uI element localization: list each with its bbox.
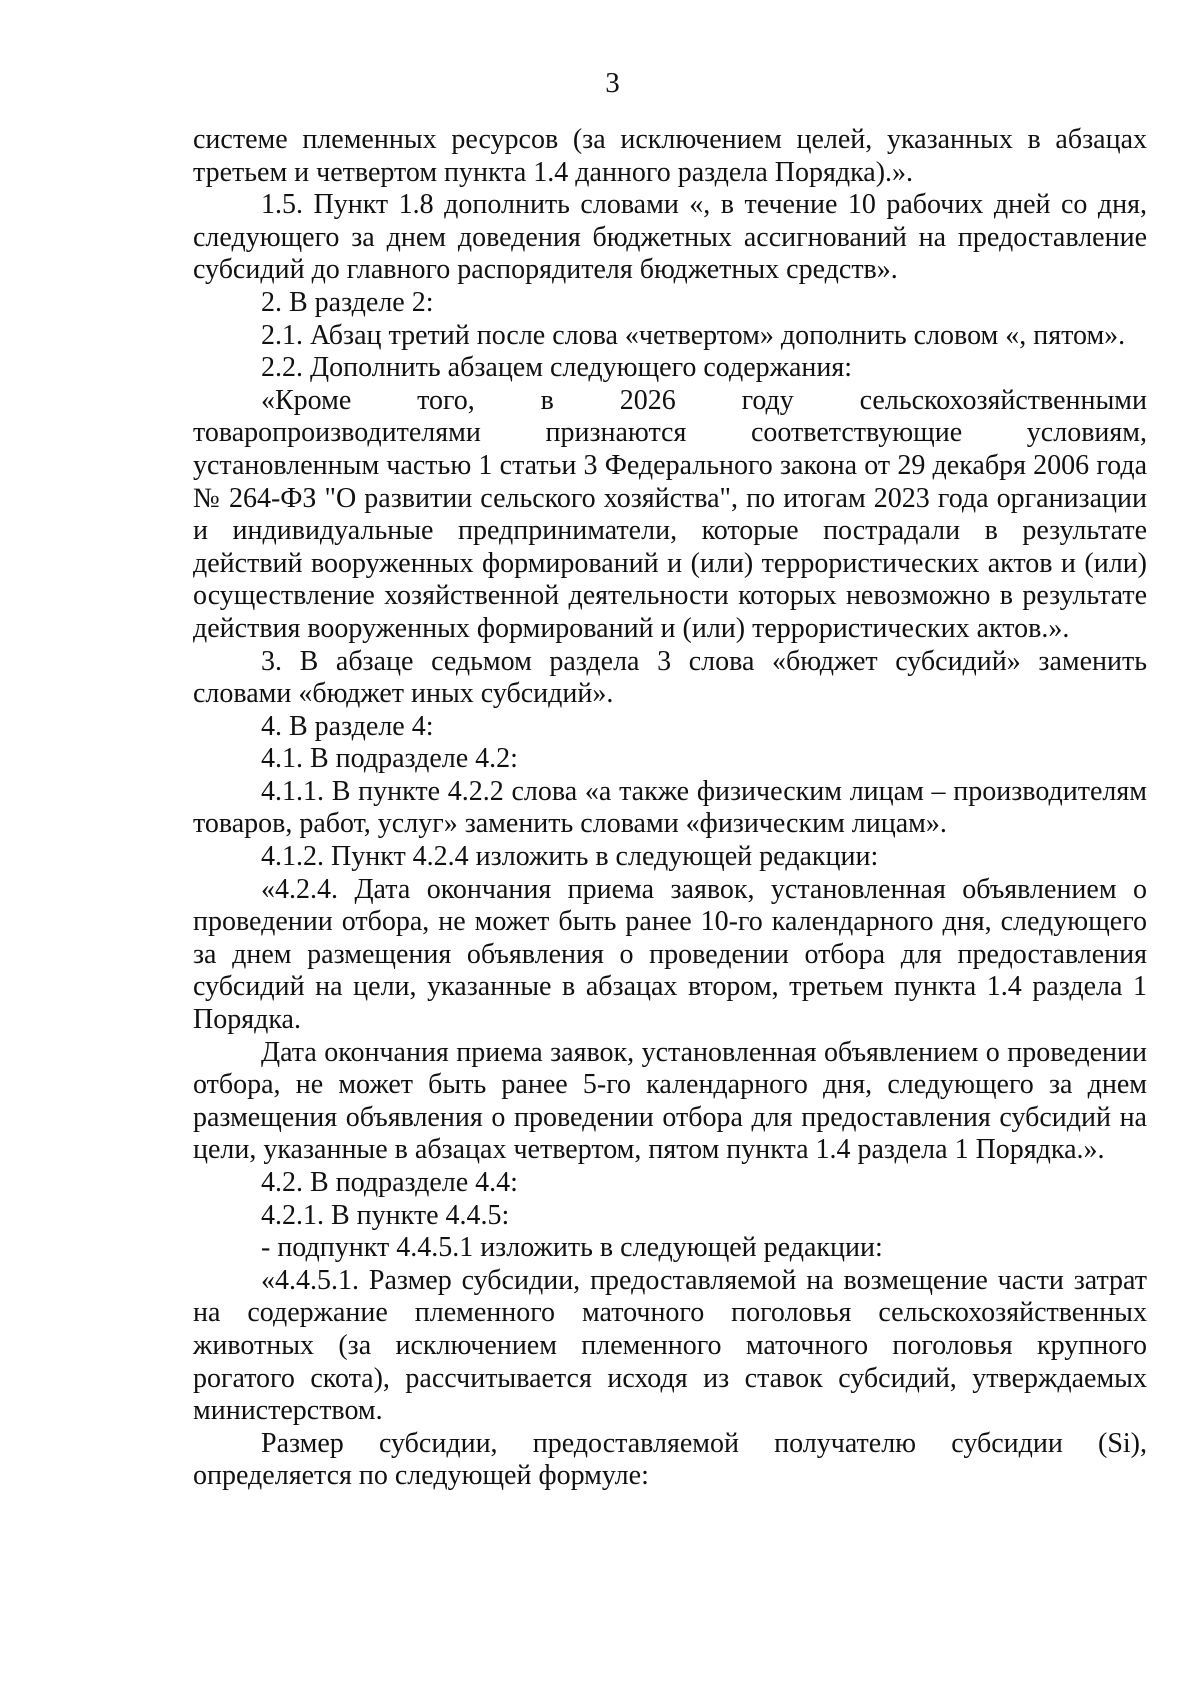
paragraph-1-5: 1.5. Пункт 1.8 дополнить словами «, в течение 10 рабочих дней со дня, следующего за днем доведения бюджетных ассигнований на предоставление субсидий до главного распорядителя бюджетных средств». <box>193 189 1147 286</box>
paragraph-4-2-1: 4.2.1. В пункте 4.4.5: <box>261 1199 510 1231</box>
paragraph-2-1: 2.1. Абзац третий после слова «четвертом» дополнить словом «, пятом». <box>261 319 1126 351</box>
paragraph-4-2-4-second: Дата окончания приема заявок, установленная объявлением о проведении отбора, не может быть ранее 5-го календарного дня, следующего за днем размещения объявления о проведении отбора для предоставления субсидий на цели, указанные в абзацах четвертом, пятом пункта 1.4 раздела 1 Порядка.». <box>193 1036 1147 1166</box>
paragraph-4-4-5-1-text: «4.4.5.1. Размер субсидии, предоставляемой на возмещение части затрат на содержание племенного маточного поголовья сельскохозяйственных животных (за исключением племенного маточного поголовья крупного рогатого скота), рассчитывается исходя из ставок субсидий, утверждаемых министерством. <box>193 1264 1147 1427</box>
page-number: 3 <box>605 67 620 99</box>
document-body <box>193 124 1147 1493</box>
paragraph-2-2: 2.2. Дополнить абзацем следующего содержания: <box>261 352 853 384</box>
paragraph-4-1: 4.1. В подразделе 4.2: <box>261 743 518 775</box>
paragraph-quoted-addition: «Кроме того, в 2026 году сельскохозяйственными товаропроизводителями признаются соответствующие условиям, установленным частью 1 статьи 3 Федерального закона от 29 декабря 2006 года № 264-ФЗ "О развитии сельского хозяйства", по итогам 2023 года организации и индивидуальные предприниматели, которые пострадали в результате действий вооруженных формирований и (или) террористических актов и (или) осуществление хозяйственной деятельности которых невозможно в результате действия вооруженных формирований и (или) террористических актов.». <box>193 384 1147 644</box>
paragraph-4-2: 4.2. В подразделе 4.4: <box>261 1167 518 1198</box>
paragraph-4-2-4-first: «4.2.4. Дата окончания приема заявок, установленная объявлением о проведении отбора, не может быть ранее 10-го календарного дня, следующего за днем размещения объявления о проведении отбора для предоставления субсидий на цели, указанные в абзацах втором, третьем пункта 1.4 раздела 1 Порядка. <box>193 873 1147 1036</box>
paragraph-formula-intro: Размер субсидии, предоставляемой получателю субсидии (Si), определяется по следующей формуле: <box>193 1427 1147 1492</box>
paragraph-section-3: 3. В абзаце седьмом раздела 3 слова «бюджет субсидий» заменить словами «бюджет иных субсидий». <box>193 645 1147 710</box>
paragraph-4-1-1: 4.1.1. В пункте 4.2.2 слова «а также физическим лицам – производителям товаров, работ, услуг» заменить словами «физическим лицам». <box>193 775 1147 840</box>
paragraph-subitem-4-4-5-1: - подпункт 4.4.5.1 изложить в следующей редакции: <box>261 1232 883 1264</box>
paragraph-4-1-2: 4.1.2. Пункт 4.2.4 изложить в следующей редакции: <box>261 841 879 873</box>
paragraph-1-4-continuation: системе племенных ресурсов (за исключением целей, указанных в абзацах третьем и четвертом пункта 1.4 данного раздела Порядка).». <box>193 124 1147 188</box>
paragraph-section-2: 2. В разделе 2: <box>261 286 434 318</box>
paragraph-section-4: 4. В разделе 4: <box>261 710 434 742</box>
